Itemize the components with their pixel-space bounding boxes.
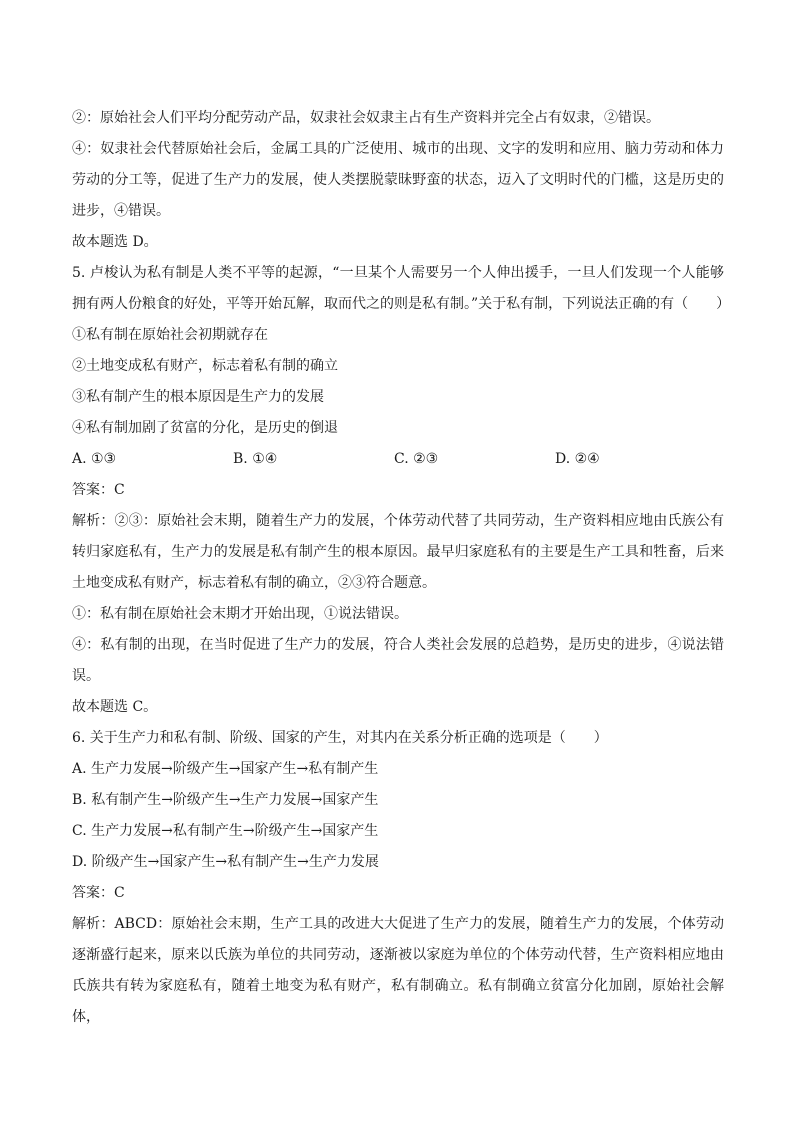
question-5-analysis-1: ①：私有制在原始社会末期才开始出现，①说法错误。 — [72, 606, 408, 622]
question-5-item-2: ②土地变成私有财产，标志着私有制的确立 — [72, 358, 338, 374]
question-5-analysis-4: ④：私有制的出现，在当时促进了生产力的发展，符合人类社会发展的总趋势，是历史的进步，④说法错误。 — [72, 637, 724, 684]
prev-conclusion: 故本题选 D。 — [72, 234, 158, 250]
question-6-option-c: C. 生产力发展→私有制产生→阶级产生→国家产生 — [72, 823, 379, 839]
prev-analysis-4: ④：奴隶社会代替原始社会后，金属工具的广泛使用、城市的出现、文字的发明和应用、脑力劳动和体力劳动的分工等，促进了生产力的发展，使人类摆脱蒙昧野蛮的状态，迈入了文明时代的门槛，这是历史的进步，④错误。 — [72, 141, 724, 219]
question-5-item-4: ④私有制加剧了贫富的分化，是历史的倒退 — [72, 420, 338, 436]
question-5-options — [72, 444, 724, 475]
question-5-analysis: 解析：②③：原始社会末期，随着生产力的发展，个体劳动代替了共同劳动，生产资料相应地由氏族公有转归家庭私有，生产力的发展是私有制产生的根本原因。最早归家庭私有的主要是生产工具和牲畜，后来土地变成私有财产，标志着私有制的确立，②③符合题意。 — [72, 513, 724, 591]
question-5-option-c: C. ②③ — [394, 451, 439, 467]
question-5-item-3: ③私有制产生的根本原因是生产力的发展 — [72, 389, 324, 405]
question-5-option-b: B. ①④ — [233, 451, 278, 467]
question-6-answer: 答案：C — [72, 885, 125, 901]
question-6-stem: 6. 关于生产力和私有制、阶级、国家的产生，对其内在关系分析正确的选项是（ ） — [72, 730, 608, 746]
prev-analysis-2: ②：原始社会人们平均分配劳动产品，奴隶社会奴隶主占有生产资料并完全占有奴隶，②错误。 — [72, 110, 660, 126]
question-5-option-d: D. ②④ — [555, 451, 600, 467]
question-6-analysis: 解析：ABCD：原始社会末期，生产工具的改进大大促进了生产力的发展，随着生产力的发展，个体劳动逐渐盛行起来，原来以氏族为单位的共同劳动，逐渐被以家庭为单位的个体劳动代替，生产资料相应地由氏族共有转为家庭私有，随着土地变为私有财产，私有制确立。私有制确立贫富分化加剧，原始社会解体， — [72, 916, 724, 1025]
question-5-option-a: A. ①③ — [72, 451, 117, 467]
question-6-option-d: D. 阶级产生→国家产生→私有制产生→生产力发展 — [72, 854, 379, 870]
question-5-item-1: ①私有制在原始社会初期就存在 — [72, 327, 268, 343]
question-5-answer: 答案：C — [72, 482, 125, 498]
question-6-option-b: B. 私有制产生→阶级产生→生产力发展→国家产生 — [72, 792, 379, 808]
page-content — [72, 103, 731, 1033]
question-6-option-a: A. 生产力发展→阶级产生→国家产生→私有制产生 — [72, 761, 379, 777]
question-5-conclusion: 故本题选 C。 — [72, 699, 158, 715]
question-5-stem: 5. 卢梭认为私有制是人类不平等的起源，“一旦某个人需要另一个人伸出援手，一旦人们发现一个人能够拥有两人份粮食的好处，平等开始瓦解，取而代之的则是私有制。”关于私有制，下列说法正确的有（ ） — [72, 265, 731, 312]
